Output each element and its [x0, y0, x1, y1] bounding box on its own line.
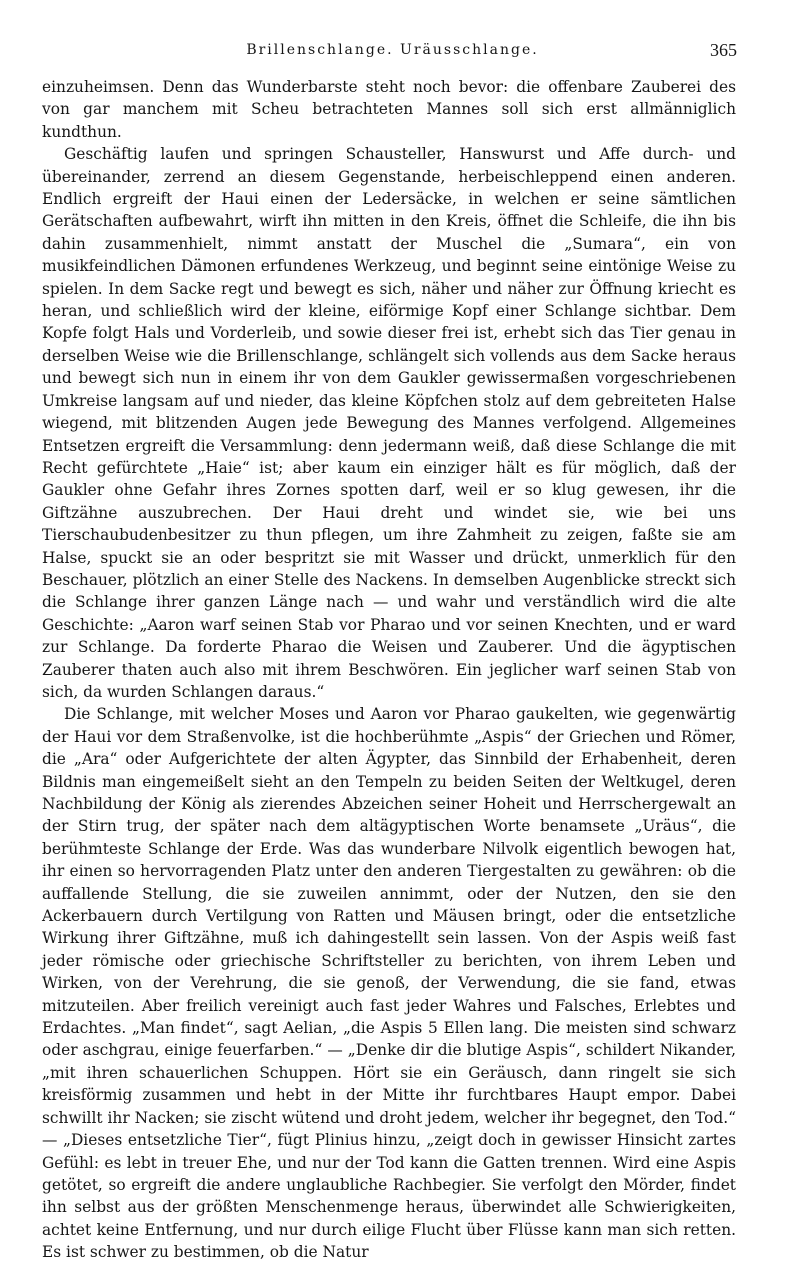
- running-head: [0, 36, 785, 66]
- paragraph-aspis-history: Die Schlange, mit welcher Moses und Aaron vor Pharao gaukelten, wie gegenwärtig der Haui vor dem Straßenvolke, ist die hochberühmte „Aspis“ der Griechen und Römer, die „Ara“ oder Aufgerichtete der alten Ägypter, das Sinnbild der Erhabenheit, deren Bildnis man eingemeißelt sieht an den Tempeln zu beiden Seiten der Weltkugel, deren Nachbildung der König als zierendes Abzeichen seiner Hoheit und Herrschergewalt an der Stirn trug, der später nach dem altägyptischen Worte benamsete „Uräus“, die berühmteste Schlange der Erde. Was das wunderbare Nilvolk eigentlich bewogen hat, ihr einen so hervorragenden Platz unter den anderen Tiergestalten zu gewähren: ob die auffallende Stellung, die sie zuweilen annimmt, oder der Nutzen, den sie den Ackerbauern durch Vertilgung von Ratten und Mäusen bringt, oder die entsetzliche Wirkung ihrer Giftzähne, muß ich dahingestellt sein lassen. Von der Aspis weiß fast jeder römische oder griechische Schriftsteller zu berichten, von ihrem Leben und Wirken, von der Verehrung, die sie genoß, der Verwendung, die sie fand, etwas mitzuteilen. Aber freilich vereinigt auch fast jeder Wahres und Falsches, Erlebtes und Erdachtes. „Man findet“, sagt Aelian, „die Aspis 5 Ellen lang. Die meisten sind schwarz oder aschgrau, einige feuerfarben.“ — „Denke dir die blutige Aspis“, schildert Nikander, „mit ihren schauerlichen Schuppen. Hört sie ein Geräusch, dann ringelt sie sich kreisförmig zusammen und hebt in der Mitte ihr furchtbares Haupt empor. Dabei schwillt ihr Nacken; sie zischt wütend und droht jedem, welcher ihr begegnet, den Tod.“ — „Dieses entsetzliche Tier“, fügt Plinius hinzu, „zeigt doch in gewisser Hinsicht zartes Gefühl: es lebt in treuer Ehe, und nur der Tod kann die Gatten trennen. Wird eine Aspis getötet, so ergreift die andere unglaubliche Rachbegier. Sie verfolgt den Mörder, findet ihn selbst aus der größten Menschenmenge heraus, überwindet alle Schwierigkeiten, achtet keine Entfernung, und nur durch eilige Flucht über Flüsse kann man sich retten. Es ist schwer zu bestimmen, ob die Natur: [42, 705, 736, 1262]
- page-number: 365: [710, 40, 737, 60]
- body-text: [42, 76, 736, 1264]
- paragraph-continuation: einzuheimsen. Denn das Wunderbarste steht noch bevor: die offenbare Zauberei des von gar manchem mit Scheu betrachteten Mannes soll sich erst allmänniglich kundthun.: [42, 78, 736, 141]
- paragraph-haui-performance: Geschäftig laufen und springen Schausteller, Hanswurst und Affe durch- und übereinander, zerrend an diesem Gegenstande, herbeischleppend einen anderen. Endlich ergreift der Haui einen der Ledersäcke, in welchen er seine sämtlichen Gerätschaften aufbewahrt, wirft ihn mitten in den Kreis, öffnet die Schleife, die ihn bis dahin zusammenhielt, nimmt anstatt der Muschel die „Sumara“, ein von musikfeindlichen Dämonen erfundenes Werkzeug, und beginnt seine eintönige Weise zu spielen. In dem Sacke regt und bewegt es sich, näher und näher zur Öffnung kriecht es heran, und schließlich wird der kleine, eiförmige Kopf einer Schlange sichtbar. Dem Kopfe folgt Hals und Vorderleib, und sowie dieser frei ist, erhebt sich das Tier genau in derselben Weise wie die Brillenschlange, schlängelt sich vollends aus dem Sacke heraus und bewegt sich nun in einem ihr von dem Gaukler gewissermaßen vorgeschriebenen Umkreise langsam auf und nieder, das kleine Köpfchen stolz auf dem gebreiteten Halse wiegend, mit blitzenden Augen jede Bewegung des Mannes verfolgend. Allgemeines Entsetzen ergreift die Versammlung: denn jedermann weiß, daß diese Schlange die mit Recht gefürchtete „Haie“ ist; aber kaum ein einziger hält es für möglich, daß der Gaukler ohne Gefahr ihres Zornes spotten darf, weil er so klug gewesen, ihr die Giftzähne auszubrechen. Der Haui dreht und windet sie, wie bei uns Tierschaubudenbesitzer zu thun pflegen, um ihre Zahmheit zu zeigen, faßte sie am Halse, spuckt sie an oder bespritzt sie mit Wasser und drückt, unmerklich für den Beschauer, plötzlich an einer Stelle des Nackens. In demselben Augenblicke streckt sich die Schlange ihrer ganzen Länge nach — und wahr und verständlich wird die alte Geschichte: „Aaron warf seinen Stab vor Pharao und vor seinen Knechten, und er ward zur Schlange. Da forderte Pharao die Weisen und Zauberer. Und die ägyptischen Zauberer thaten auch also mit ihrem Beschwören. Ein jeglicher warf seinen Stab von sich, da wurden Schlangen daraus.“: [42, 145, 736, 701]
- running-title: Brillenschlange. Uräusschlange.: [246, 42, 539, 58]
